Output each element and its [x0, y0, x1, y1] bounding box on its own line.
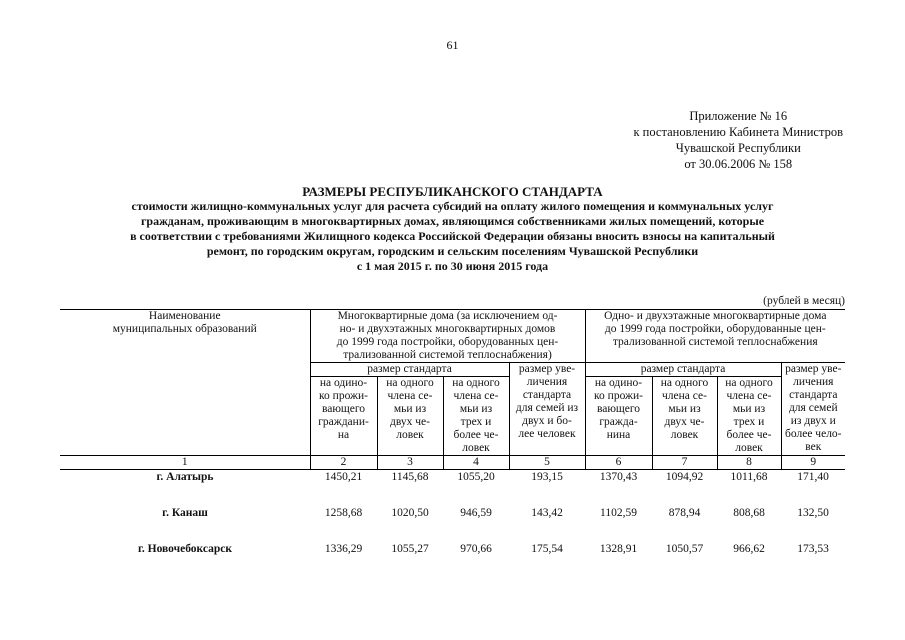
appendix-line-3: Чувашской Республики [675, 141, 801, 155]
page-number: 61 [446, 38, 459, 52]
header-group-multi-apartment: Многоквартирные дома (за исключением од- но- и двухэтажных многоквартирных домов до 1999 года постройки, оборудованных цен- трализованной системой теплоснабжения) [310, 310, 585, 363]
table-cell: 1336,29 [324, 543, 363, 555]
column-number: 6 [585, 456, 652, 470]
table-cell: 175,54 [531, 543, 563, 555]
column-number: 9 [781, 456, 845, 470]
row-municipality-name: г. Алатырь [156, 471, 214, 483]
table-row [60, 542, 845, 563]
table-cell: 1050,57 [665, 543, 704, 555]
header-family-two-g1: на одного члена се- мьи из двух че- ловек [377, 377, 443, 456]
title-line-3: в соответствии с требованиями Жилищного кодекса Российской Федерации обязаны вносить взносы на капитальный [130, 229, 775, 243]
title-line-4: ремонт, по городским округам, городским и сельским поселениям Чувашской Республики [206, 244, 699, 258]
row-municipality-name: г. Канаш [162, 507, 208, 519]
header-family-three-g2: на одного члена се- мьи из трех и более че- ловек [717, 377, 781, 456]
table-cell: 970,66 [460, 543, 492, 555]
table-cell: 1020,50 [391, 507, 429, 519]
column-number: 3 [377, 456, 443, 470]
header-family-two-g2: на одного члена се- мьи из двух че- ловек [652, 377, 717, 456]
title-heading: РАЗМЕРЫ РЕСПУБЛИКАНСКОГО СТАНДАРТА [302, 184, 603, 199]
title-line-5: с 1 мая 2015 г. по 30 июня 2015 года [356, 259, 549, 273]
table-cell: 143,42 [531, 507, 563, 519]
header-increase-g1: размер уве- личения стандарта для семей из двух и бо- лее человек [509, 363, 585, 456]
header-standard-size-g2: размер стандарта [585, 363, 781, 377]
table-cell: 1328,91 [599, 543, 638, 555]
table-cell: 132,50 [797, 507, 829, 519]
header-single-resident-g2: на одино- ко прожи- вающего гражда- нина [585, 377, 652, 456]
table-cell: 1258,68 [324, 507, 363, 519]
table-cell: 1102,59 [600, 507, 637, 519]
column-number: 8 [717, 456, 781, 470]
unit-label: (рублей в месяц) [763, 295, 845, 307]
header-group-low-rise: Одно- и двухэтажные многоквартирные дома до 1999 года постройки, оборудованные цен- трализованной системой теплоснабжения [585, 310, 845, 363]
table-cell: 966,62 [733, 543, 765, 555]
title-line-1: стоимости жилищно-коммунальных услуг для расчета субсидий на оплату жилого помещения и коммунальных услуг [131, 199, 774, 213]
appendix-line-4: от 30.06.2006 № 158 [684, 157, 793, 171]
header-standard-size-g1: размер стандарта [310, 363, 509, 377]
document-title [40, 184, 865, 274]
title-line-2: гражданам, проживающим в многоквартирных домах, являющимся собственниками жилых помещений, которые [140, 214, 765, 228]
column-number: 7 [652, 456, 717, 470]
table-cell: 173,53 [797, 543, 829, 555]
header-family-three-g1: на одного члена се- мьи из трех и более че- ловек [443, 377, 509, 456]
header-municipality: Наименование муниципальных образований [60, 310, 310, 456]
appendix-line-2: к постановлению Кабинета Министров [633, 125, 843, 139]
column-number: 1 [60, 456, 310, 470]
table-cell: 1094,92 [665, 471, 704, 483]
table-cell: 193,15 [531, 471, 563, 483]
table-cell: 808,68 [733, 507, 765, 519]
appendix-block [633, 108, 843, 172]
table-cell: 1055,27 [391, 543, 429, 555]
column-number: 2 [310, 456, 377, 470]
subsidy-standard-table [60, 309, 845, 563]
row-municipality-name: г. Новочебоксарск [137, 543, 233, 555]
header-single-resident-g1: на одино- ко прожи- вающего граждани- на [310, 377, 377, 456]
table-cell: 1055,20 [457, 471, 495, 483]
table-cell: 1145,68 [391, 471, 429, 483]
column-number: 5 [509, 456, 585, 470]
header-increase-g2: размер уве- личения стандарта для семей из двух и более чело- век [781, 363, 845, 456]
table-cell: 878,94 [668, 507, 701, 519]
table-cell: 1011,68 [730, 471, 768, 483]
table-cell: 946,59 [460, 507, 492, 519]
table-row [60, 470, 845, 507]
table-cell: 1450,21 [324, 471, 363, 483]
appendix-line-1: Приложение № 16 [689, 109, 788, 123]
table-cell: 1370,43 [599, 471, 638, 483]
column-number: 4 [443, 456, 509, 470]
table-cell: 171,40 [797, 471, 829, 483]
table-row [60, 506, 845, 542]
